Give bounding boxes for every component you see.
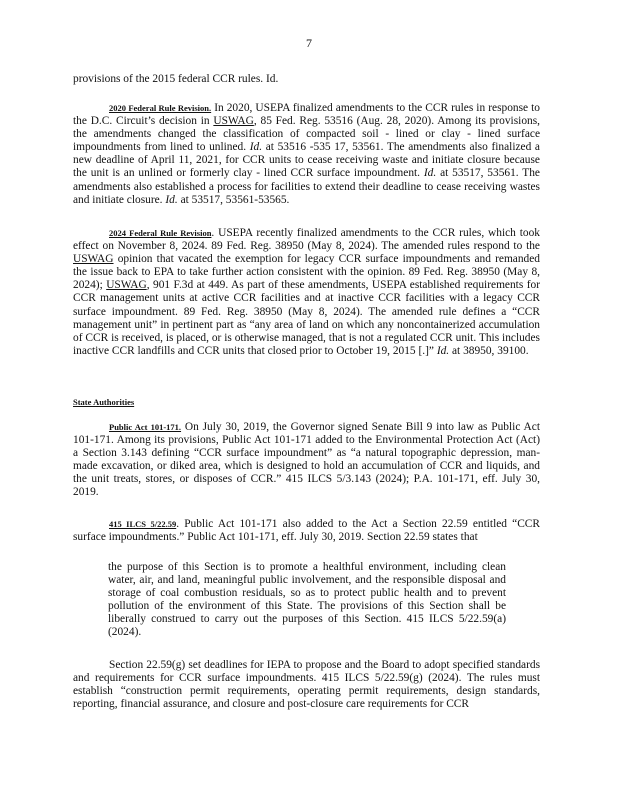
heading-2024-revision: 2024 Federal Rule Revision xyxy=(109,228,212,238)
page-number: 7 xyxy=(306,36,312,50)
text: at 53517, 53561. The amendments also established a process for facilities to extend their deadline to cease receiving wastes and initiate closure. xyxy=(73,167,540,206)
text: opinion that vacated the exemption for legacy CCR surface impoundments and remanded the issue back to EPA to take further action consistent with the opinion. 89 Fed. Reg. 38950 (May 8, 2024); xyxy=(73,253,540,292)
case-citation-uswag: USWAG xyxy=(106,279,147,292)
text: at 53517, 53561-53565. xyxy=(177,193,290,206)
id-citation: Id. xyxy=(165,193,178,206)
text: at 53516 -535 17, 53561. The amendments also finalized a new deadline of April 11, 2021, for CCR units to cease receiving waste and initiate closure because the unit is an unlined or formerly clay - lined CCR surface impoundment. xyxy=(73,141,540,180)
section-heading-state-authorities xyxy=(73,396,540,409)
case-citation-uswag: USWAG xyxy=(73,253,114,266)
id-citation: Id. xyxy=(249,141,263,154)
paragraph-public-act xyxy=(73,421,540,500)
heading-public-act: Public Act 101-171. xyxy=(109,422,182,432)
heading-text: State Authorities xyxy=(73,397,135,407)
text: . Public Act 101-171 also added to the Act a Section 22.59 entitled “CCR surface impoundments.” Public Act 101-171, eff. July 30, 2019. Section 22.59 states that xyxy=(73,518,540,544)
text: In 2020, USEPA finalized amendments to the CCR rules in response to the D.C. Circuit’s decision in xyxy=(73,102,540,128)
id-citation: Id. xyxy=(423,167,437,180)
heading-section-2259: 415 ILCS 5/22.59 xyxy=(109,519,177,529)
text: at 38950, 39100. xyxy=(449,344,529,357)
paragraph-section-2259g xyxy=(73,659,540,711)
paragraph-2024-revision xyxy=(73,227,540,358)
heading-2020-revision: 2020 Federal Rule Revision. xyxy=(109,103,212,113)
paragraph-intro-continued: provisions of the 2015 federal CCR rules. Id. xyxy=(73,73,279,85)
id-citation: Id. xyxy=(436,344,450,357)
text: On July 30, 2019, the Governor signed Senate Bill 9 into law as Public Act 101-171. Among its provisions, Public Act 101-171 added to the Environmental Protection Act (Act) a Section 3.143 defining “CCR surface impoundment” as “a natural topographic depression, man-made excavation, or diked area, which is designed to hold an accumulation of CCR and liquids, and the unit treats, stores, or disposes of CCR.” 415 ILCS 5/3.143 (2024); P.A. 101-171, eff. July 30, 2019. xyxy=(73,421,540,499)
text: , 85 Fed. Reg. 53516 (Aug. 28, 2020). Among its provisions, the amendments changed the classification of compacted soil - lined or clay - lined surface impoundments from lined to unlined. xyxy=(73,115,540,154)
text: . USEPA recently finalized amendments to the CCR rules, which took effect on November 8, 2024. 89 Fed. Reg. 38950 (May 8, 2024). The amended rules respond to the xyxy=(73,227,540,253)
case-citation-uswag: USWAG xyxy=(213,115,254,128)
paragraph-2020-revision xyxy=(73,102,540,207)
text: , 901 F.3d at 449. As part of these amendments, USEPA established requirements for CCR management units at active CCR facilities and at inactive CCR facilities with a legacy CCR surface impoundment. 89 Fed. Reg. 38950 (May 8, 2024). The amended rule defines a “CCR management unit” in pertinent part as “any area of land on which any noncontainerized accumulation of CCR is received, is placed, or is otherwise managed, that is not a regulated CCR unit. This includes inactive CCR landfills and CCR units that closed prior to October 19, 2015 [.]” xyxy=(73,279,540,357)
paragraph-section-2259 xyxy=(73,518,540,544)
text: Section 22.59(g) set deadlines for IEPA to propose and the Board to adopt specified standards and requirements for CCR surface impoundments. 415 ILCS 5/22.59(g) (2024). The rules must establish “construction permit requirements, operating permit requirements, design standards, reporting, financial assurance, and closure and post-closure care requirements for CCR xyxy=(73,659,540,711)
block-quote: the purpose of this Section is to promote a healthful environment, including clean water, air, and land, meaningful public involvement, and the responsible disposal and storage of coal combustion residuals, so as to protect public health and to prevent pollution of the environment of this State. The provisions of this Section shall be liberally construed to carry out the purposes of this Section. 415 ILCS 5/22.59(a) (2024). xyxy=(108,561,506,639)
